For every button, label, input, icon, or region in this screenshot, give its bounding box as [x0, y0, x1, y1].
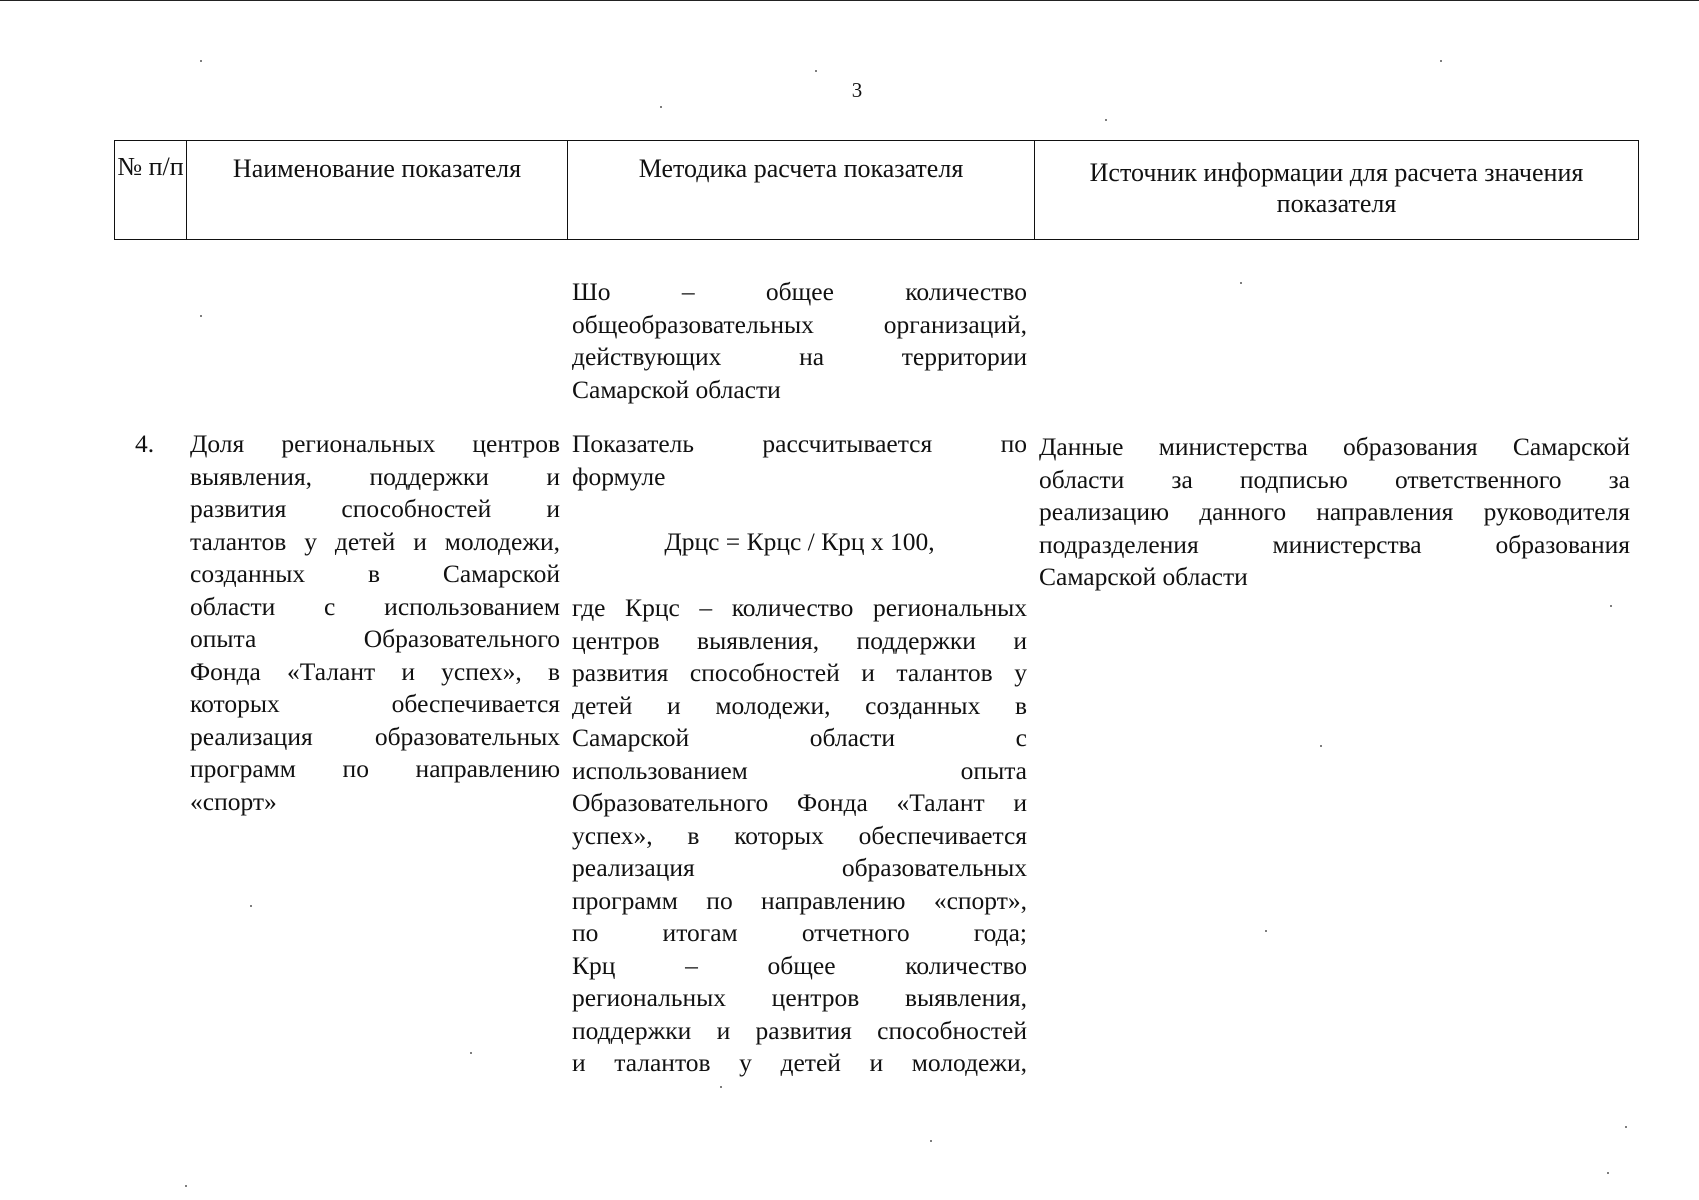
scan-speck: [1105, 119, 1107, 121]
scan-speck: [250, 905, 252, 907]
text-line: использованием опыта: [572, 755, 1027, 785]
text-line: Самарской области: [572, 374, 781, 404]
scan-speck: [185, 1185, 187, 1187]
scan-speck: [1440, 60, 1442, 62]
text-line: опыта Образовательного: [190, 624, 560, 653]
text-line: Показатель рассчитывается по: [572, 429, 1027, 458]
text-line: программ по направлению: [190, 754, 560, 783]
scan-speck: [930, 1140, 932, 1142]
scan-speck: [200, 315, 202, 317]
scan-speck: [1610, 605, 1612, 607]
row4-method-intro: [572, 428, 1027, 493]
text-line: детей и молодежи, созданных в: [572, 690, 1027, 720]
text-line: созданных в Самарской: [190, 559, 560, 588]
text-line: Фонда «Талант и успех», в: [190, 656, 560, 686]
row4-method-text: [572, 592, 1027, 1080]
text-line: Самарской области с: [572, 723, 1027, 752]
scan-speck: [200, 60, 202, 62]
row4-indicator-name: [190, 428, 560, 818]
text-line: реализация образовательных: [190, 721, 560, 751]
text-line: Крц – общее количество: [572, 950, 1027, 980]
scan-speck: [1240, 282, 1242, 284]
text-line: реализацию данного направления руководителя: [1039, 497, 1630, 526]
header-col-name: Наименование показателя: [187, 141, 568, 240]
text-line: которых обеспечивается: [190, 689, 560, 718]
text-line: подразделения министерства образования: [1039, 529, 1630, 559]
page-number: 3: [851, 78, 863, 102]
table-header: [114, 140, 1639, 240]
scan-speck: [1265, 930, 1267, 932]
text-line: области с использованием: [190, 591, 560, 621]
text-line: талантов у детей и молодежи,: [190, 526, 560, 556]
text-line: действующих на территории: [572, 342, 1027, 371]
header-col-number: № п/п: [115, 141, 187, 240]
text-line: успех», в которых обеспечивается: [572, 820, 1027, 850]
scan-speck: [1625, 1126, 1627, 1128]
text-line: и талантов у детей и молодежи,: [572, 1048, 1027, 1077]
row4-source-text: [1039, 431, 1630, 594]
text-line: «спорт»: [190, 786, 277, 816]
text-line: где Крцс – количество региональных: [572, 593, 1027, 622]
scan-speck: [660, 106, 662, 108]
text-line: региональных центров выявления,: [572, 983, 1027, 1012]
header-col-method: Методика расчета показателя: [568, 141, 1035, 240]
text-line: развития способностей и: [190, 494, 560, 523]
page-top-edge: [0, 0, 1699, 1]
scan-speck: [470, 1052, 472, 1054]
scan-speck: [1320, 745, 1322, 747]
text-line: области за подписью ответственного за: [1039, 464, 1630, 494]
row4-formula: Дрцс = Крцс / Крц х 100,: [664, 527, 935, 556]
scan-speck: [720, 1086, 722, 1088]
scan-speck: [815, 70, 817, 72]
scan-speck: [1607, 1172, 1609, 1174]
text-line: выявления, поддержки и: [190, 461, 560, 491]
text-line: Самарской области: [1039, 562, 1248, 591]
text-line: по итогам отчетного года;: [572, 918, 1027, 947]
text-line: Образовательного Фонда «Талант и: [572, 788, 1027, 817]
text-line: реализация образовательных: [572, 853, 1027, 882]
header-col-source: Источник информации для расчета значения показателя: [1035, 141, 1639, 240]
text-line: программ по направлению «спорт»,: [572, 885, 1027, 915]
text-line: Данные министерства образования Самарской: [1039, 432, 1630, 461]
text-line: общеобразовательных организаций,: [572, 309, 1027, 339]
row-number: 4.: [135, 429, 155, 458]
continuation-method-text: [572, 276, 1027, 406]
text-line: формуле: [572, 461, 666, 491]
text-line: Доля региональных центров: [190, 429, 560, 458]
text-line: Шо – общее количество: [572, 277, 1027, 306]
text-line: развития способностей и талантов у: [572, 658, 1027, 687]
text-line: поддержки и развития способностей: [572, 1015, 1027, 1045]
text-line: центров выявления, поддержки и: [572, 625, 1027, 655]
